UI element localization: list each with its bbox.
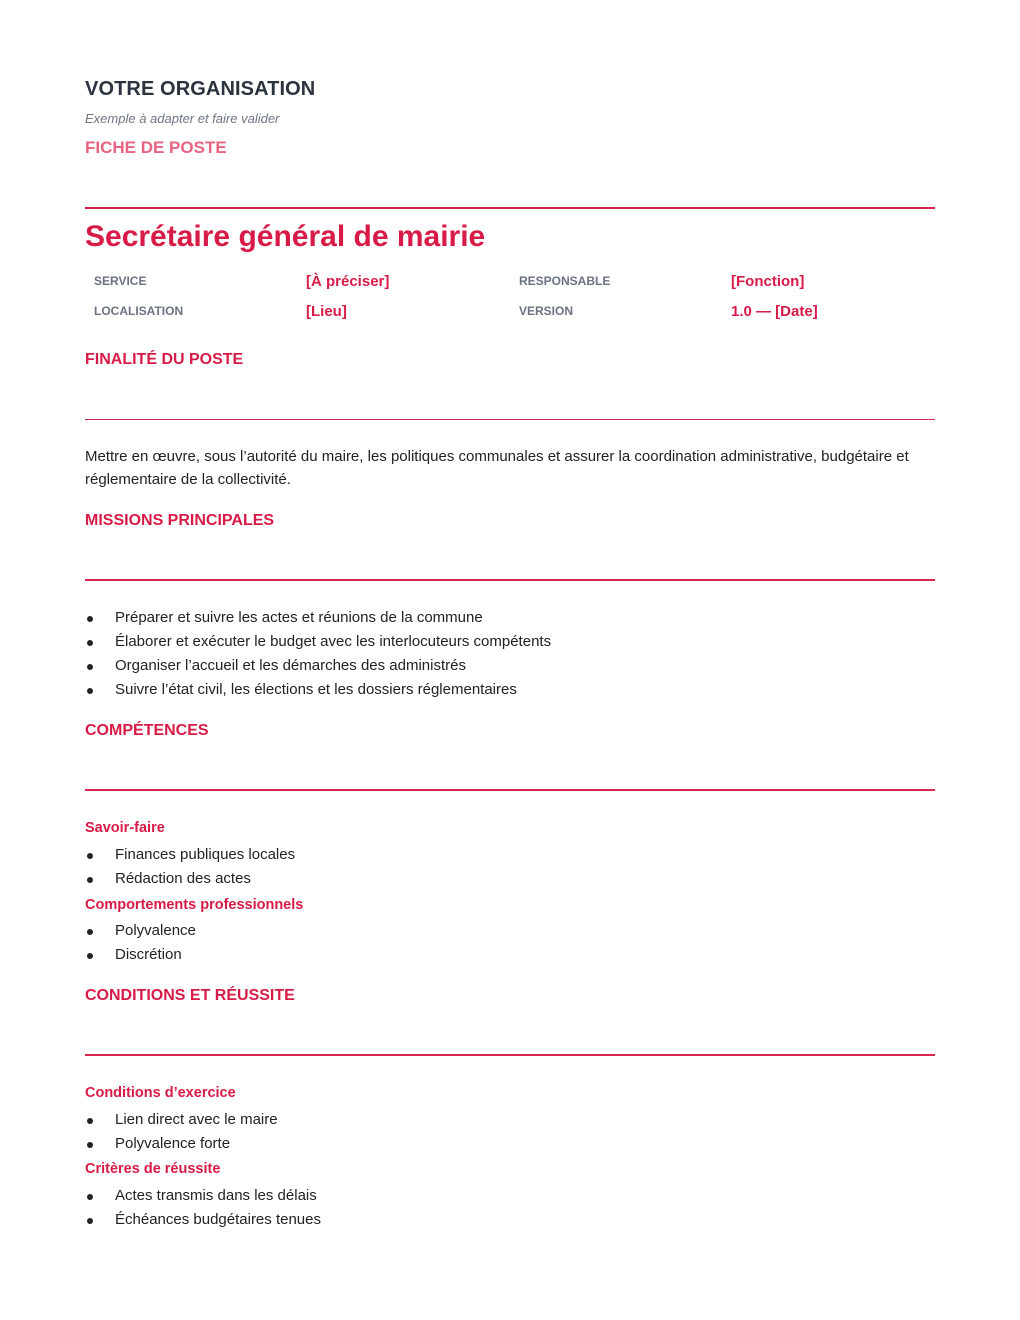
conditions-heading: CONDITIONS ET RÉUSSITE	[85, 987, 295, 1004]
document-subtitle: Exemple à adapter et faire valider	[85, 111, 280, 126]
finalite-text: Mettre en œuvre, sous l’autorité du maire, les politiques communales et assurer la coordination administrative, budgétaire et réglementaire de la collectivité.	[85, 448, 909, 488]
criteres-list	[85, 1184, 321, 1232]
list-item: Polyvalence forte	[85, 1132, 278, 1156]
list-item: Préparer et suivre les actes et réunions de la commune	[85, 606, 551, 630]
document-type: FICHE DE POSTE	[85, 138, 227, 157]
title-divider	[85, 207, 935, 209]
version-label: VERSION	[519, 304, 574, 318]
list-item: Organiser l’accueil et les démarches des administrés	[85, 654, 551, 678]
exercice-heading: Conditions d’exercice	[85, 1085, 236, 1101]
list-item: Rédaction des actes	[85, 867, 295, 891]
responsable-value: [Fonction]	[731, 273, 805, 290]
savoir-faire-heading: Savoir-faire	[85, 820, 165, 836]
localisation-label: LOCALISATION	[94, 304, 184, 318]
comportements-heading: Comportements professionnels	[85, 897, 304, 913]
list-item: Finances publiques locales	[85, 843, 295, 867]
responsable-label: RESPONSABLE	[519, 274, 611, 288]
service-value: [À préciser]	[306, 273, 390, 290]
list-item: Élaborer et exécuter le budget avec les interlocuteurs compétents	[85, 630, 551, 654]
list-item: Discrétion	[85, 943, 196, 967]
list-item: Polyvalence	[85, 919, 196, 943]
list-item: Suivre l’état civil, les élections et les dossiers réglementaires	[85, 678, 551, 702]
exercice-list	[85, 1108, 278, 1156]
missions-divider	[85, 579, 935, 581]
finalite-divider	[85, 419, 935, 420]
organization-name: VOTRE ORGANISATION	[85, 78, 316, 100]
conditions-divider	[85, 1054, 935, 1056]
missions-heading: MISSIONS PRINCIPALES	[85, 512, 275, 529]
version-value: 1.0 — [Date]	[731, 303, 818, 320]
localisation-value: [Lieu]	[306, 303, 347, 320]
competences-heading: COMPÉTENCES	[85, 722, 209, 739]
list-item: Lien direct avec le maire	[85, 1108, 278, 1132]
missions-list	[85, 606, 551, 702]
list-item: Actes transmis dans les délais	[85, 1184, 321, 1208]
list-item: Échéances budgétaires tenues	[85, 1208, 321, 1232]
job-title: Secrétaire général de mairie	[85, 220, 486, 253]
service-label: SERVICE	[94, 274, 147, 288]
savoir-faire-list	[85, 843, 295, 891]
competences-divider	[85, 789, 935, 791]
comportements-list	[85, 919, 196, 967]
criteres-heading: Critères de réussite	[85, 1161, 221, 1177]
finalite-heading: FINALITÉ DU POSTE	[85, 351, 244, 368]
